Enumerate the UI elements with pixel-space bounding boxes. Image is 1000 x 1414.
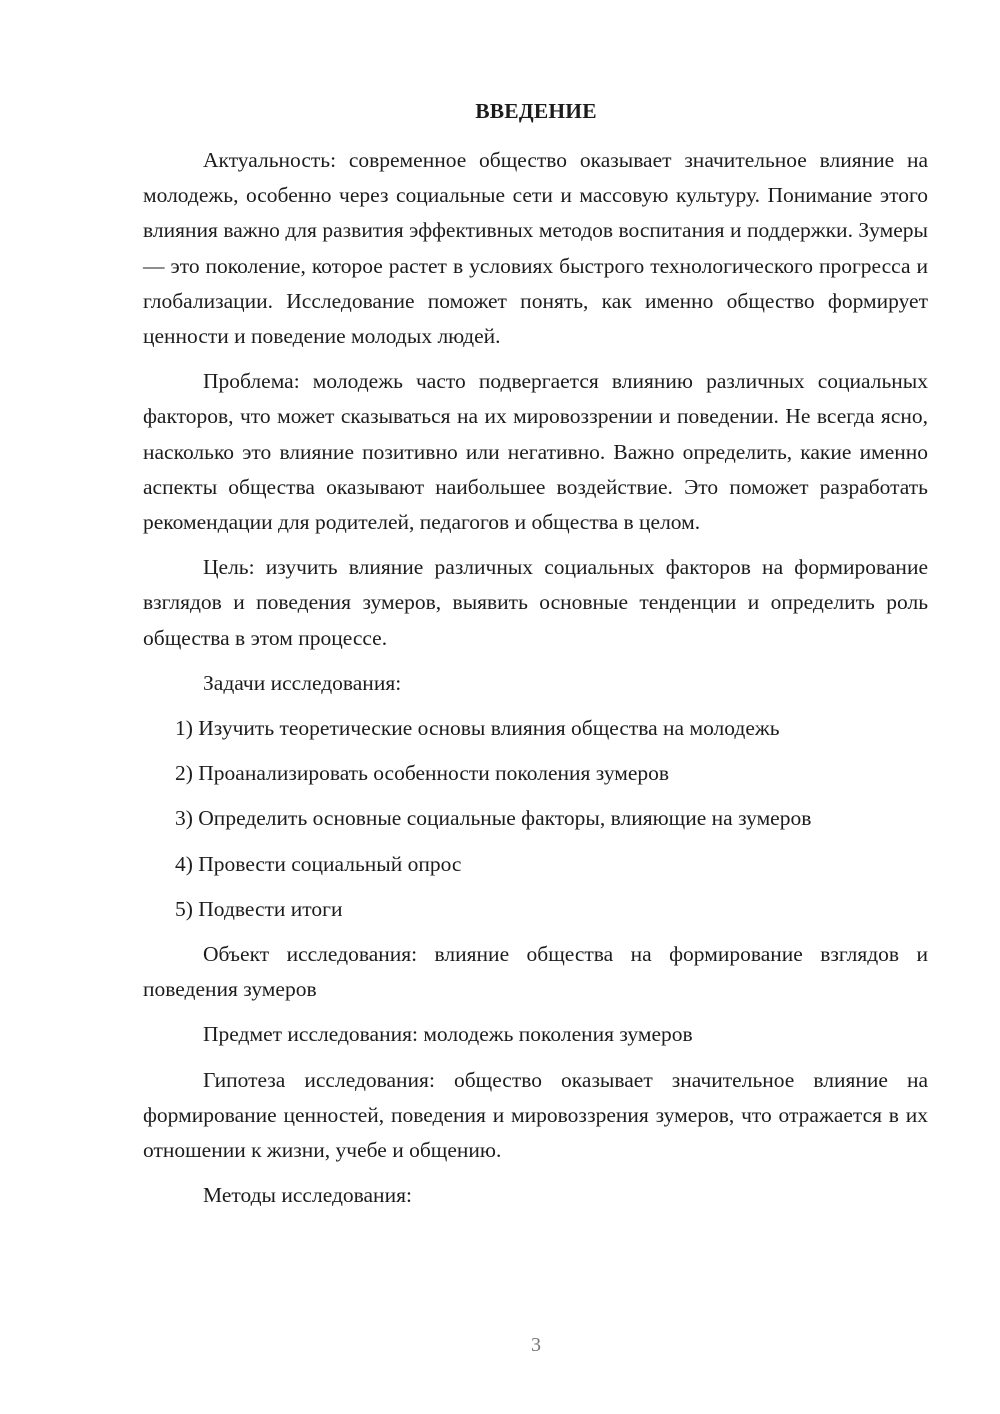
paragraph-subject: Предмет исследования: молодежь поколения зумеров [203,1022,693,1047]
body-text [143,143,928,1213]
methods-heading: Методы исследования: [203,1183,412,1208]
tasks-heading: Задачи исследования: [203,670,402,695]
list-item: 2) Проанализировать особенности поколения зумеров [175,761,670,786]
paragraph-relevance: Актуальность: современное общество оказывает значительное влияние на молодежь, особенно через социальные сети и массовую культуру. Понимание этого влияния важно для развития эффективных методов воспитания и поддержки. Зумеры — это поколение, которое растет в условиях быстрого технологического прогресса и глобализации. Исследование поможет понять, как именно общество формирует ценности и поведение молодых людей. [143,148,928,349]
list-item: 1) Изучить теоретические основы влияния общества на молодежь [175,716,780,741]
paragraph-hypothesis: Гипотеза исследования: общество оказывает значительное влияние на формирование ценностей, поведения и мировоззрения зумеров, что отражается в их отношении к жизни, учебе и общению. [143,1067,928,1163]
paragraph-problem: Проблема: молодежь часто подвергается влиянию различных социальных факторов, что может сказываться на их мировоззрении и поведении. Не всегда ясно, насколько это влияние позитивно или негативно. Важно определить, какие именно аспекты общества оказывают наибольшее воздействие. Это поможет разработать рекомендации для родителей, педагогов и общества в целом. [143,369,928,535]
page-title: ВВЕДЕНИЕ [475,99,597,123]
list-item: 3) Определить основные социальные факторы, влияющие на зумеров [175,806,812,831]
paragraph-goal: Цель: изучить влияние различных социальных факторов на формирование взглядов и поведения зумеров, выявить основные тенденции и определить роль общества в этом процессе. [143,555,928,650]
tasks-list [143,711,928,927]
paragraph-object: Объект исследования: влияние общества на формирование взглядов и поведения зумеров [143,942,928,1002]
list-item: 4) Провести социальный опрос [175,851,462,876]
list-item: 5) Подвести итоги [175,896,343,921]
page-number: 3 [531,1334,541,1356]
